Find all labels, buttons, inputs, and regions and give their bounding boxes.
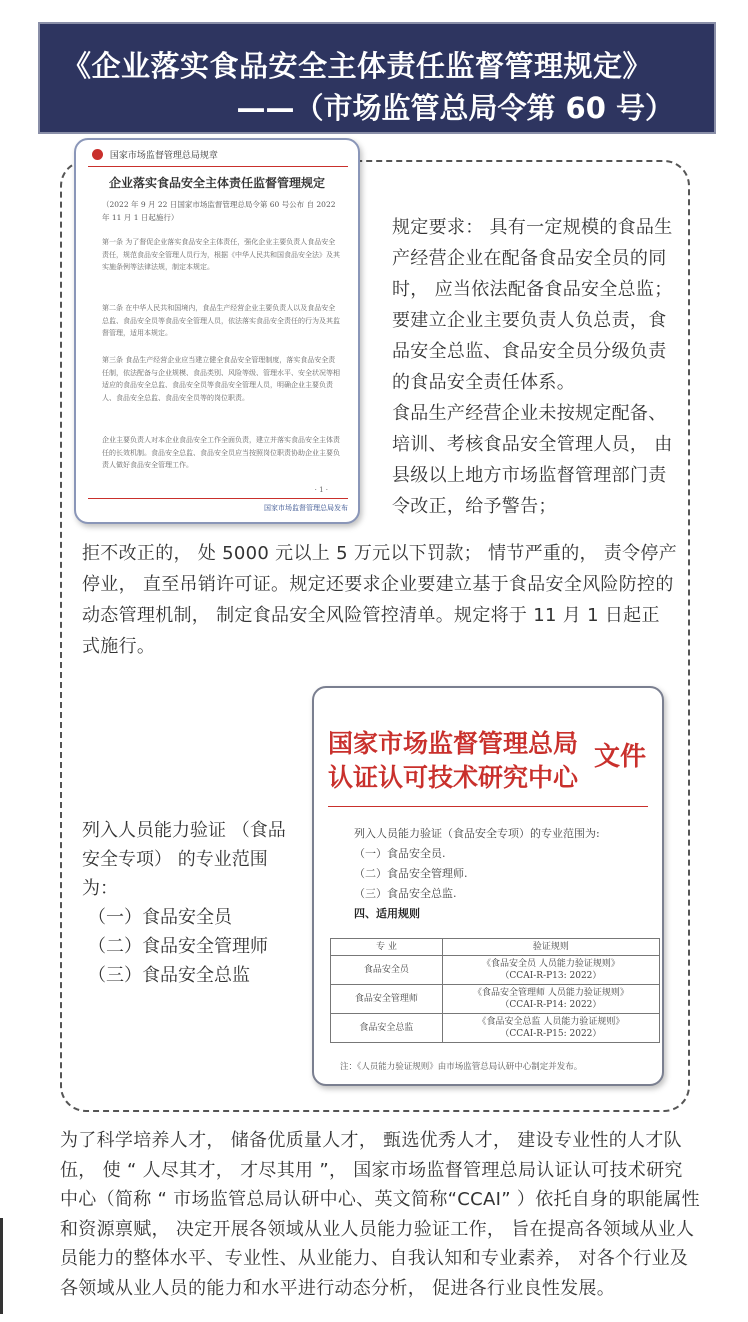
scope-list <box>82 816 302 990</box>
section-heading: 四、适用规则 <box>354 907 420 920</box>
page-number: · 1 · <box>314 486 328 494</box>
table-header-row <box>331 939 660 956</box>
scope-item: （三）食品安全总监 <box>88 965 250 986</box>
table-cell: 《食品安全总监 人员能力验证规则》 （CCAI-R-P15: 2022） <box>442 1014 659 1043</box>
table-cell: 《食品安全员 人员能力验证规则》 （CCAI-R-P13: 2022） <box>442 956 659 985</box>
scope-item: （二）食品安全管理师 <box>88 936 268 957</box>
red-divider <box>328 806 648 807</box>
table-row <box>331 1014 660 1043</box>
article-3: 第三条 食品生产经营企业应当建立健全食品安全管理制度，落实食品安全责任制，依法配备与企业规模、食品类别、风险等级、管理水平、安全状况等相适应的食品安全总监、食品安全员等食品安全管理人员，明确企业主要负责人、食品安全总监、食品安全员等的岗位职责。 <box>102 356 340 402</box>
table-row <box>331 956 660 985</box>
closing-paragraph: 为了科学培养人才， 储备优质量人才， 甄选优秀人才， 建设专业性的人才队伍， 使 “ 人尽其才， 才尽其用 ”， 国家市场监督管理总局认证认可技术研究中心（简称 “ 市场监管总局认研中心、英文简称“CCAI” ）依托自身的职能属性和资源禀赋， 决定开展各领域从业人员能力验证工作， 旨在提高各领域从业人员能力的整体水平、专业性、从业能力、自我认知和专业素养， 对各个行业及各领域从业人员的能力和水平进行动态分析， 促进各行业良性发展。 <box>60 1130 700 1299</box>
banner-subtitle: ——（市场监管总局令第 60 号） <box>236 91 674 125</box>
document-item: （二）食品安全管理师. <box>354 867 468 880</box>
table-cell: 《食品安全管理师 人员能力验证规则》 （CCAI-R-P14: 2022） <box>442 985 659 1014</box>
article-2: 第二条 在中华人民共和国境内，食品生产经营企业主要负责人以及食品安全总监、食品安全员等食品安全管理人员，依法落实食品安全责任的行为及其监督管理，适用本规定。 <box>102 304 340 337</box>
table-cell: 食品安全管理师 <box>331 985 443 1014</box>
table-header: 专 业 <box>331 939 443 956</box>
rules-table <box>330 938 660 1043</box>
edge-bar <box>0 1218 3 1314</box>
table-row <box>331 985 660 1014</box>
scope-item: （一）食品安全员 <box>88 907 232 928</box>
document-item: （一）食品安全员. <box>354 847 446 860</box>
requirements-text <box>392 212 684 522</box>
requirements-p2: 食品生产经营企业未按规定配备、培训、考核食品安全管理人员， 由县级以上地方市场监督管理部门责令改正，给予警告； <box>392 403 673 517</box>
document-title: 企业落实食品安全主体责任监督管理规定 <box>108 176 325 190</box>
document-word: 文件 <box>594 742 647 772</box>
article-3-cont: 企业主要负责人对本企业食品安全工作全面负责，建立并落实食品安全主体责任的长效机制。食品安全总监、食品安全员应当按照岗位职责协助企业主要负责人做好食品安全管理工作。 <box>102 436 340 469</box>
requirements-p1: 规定要求： 具有一定规模的食品生产经营企业在配备食品安全员的同时， 应当依法配备食品安全总监； 要建立企业主要负责人负总责，食品安全总监、食品安全员分级负责的食品安全责任体系。 <box>392 217 673 393</box>
org-name-line1: 国家市场监督管理总局 <box>328 729 579 758</box>
table-cell: 食品安全员 <box>331 956 443 985</box>
document-subtitle: （2022 年 9 月 22 日国家市场监督管理总局令第 60 号公布 自 2022 年 11 月 1 日起施行） <box>102 200 336 222</box>
national-emblem-icon <box>92 149 103 160</box>
ccai-document-image <box>312 686 664 1086</box>
table-cell: 食品安全总监 <box>331 1014 443 1043</box>
article-1: 第一条 为了督促企业落实食品安全主体责任，强化企业主要负责人食品安全责任，规范食品安全管理人员行为，根据《中华人民共和国食品安全法》及其实施条例等法律法规，制定本规定。 <box>102 238 340 271</box>
requirements-p3: 拒不改正的， 处 5000 元以上 5 万元以下罚款； 情节严重的， 责令停产停业， 直至吊销许可证。规定还要求企业要建立基于食品安全风险防控的动态管理机制， 制定食品安全风险管控清单。规定将于 11 月 1 日起正式施行。 <box>82 543 678 657</box>
title-banner <box>38 22 716 134</box>
scope-intro: 列入人员能力验证 （食品安全专项） 的专业范围为： <box>82 820 286 899</box>
table-header: 验证规则 <box>442 939 659 956</box>
document-footer: 国家市场监督管理总局发布 <box>88 498 348 513</box>
document-body <box>354 824 654 924</box>
banner-title: 《企业落实食品安全主体责任监督管理规定》 <box>62 49 653 83</box>
document-header: 国家市场监督管理总局规章 <box>88 146 348 167</box>
regulation-document-image <box>74 138 360 524</box>
org-name-line2: 认证认可技术研究中心 <box>328 763 579 792</box>
document-intro: 列入人员能力验证（食品安全专项）的专业范围为: <box>354 827 600 840</box>
document-note: 注：《人员能力验证规则》由市场监管总局认研中心制定并发布。 <box>340 1062 583 1072</box>
document-item: （三）食品安全总监. <box>354 887 457 900</box>
